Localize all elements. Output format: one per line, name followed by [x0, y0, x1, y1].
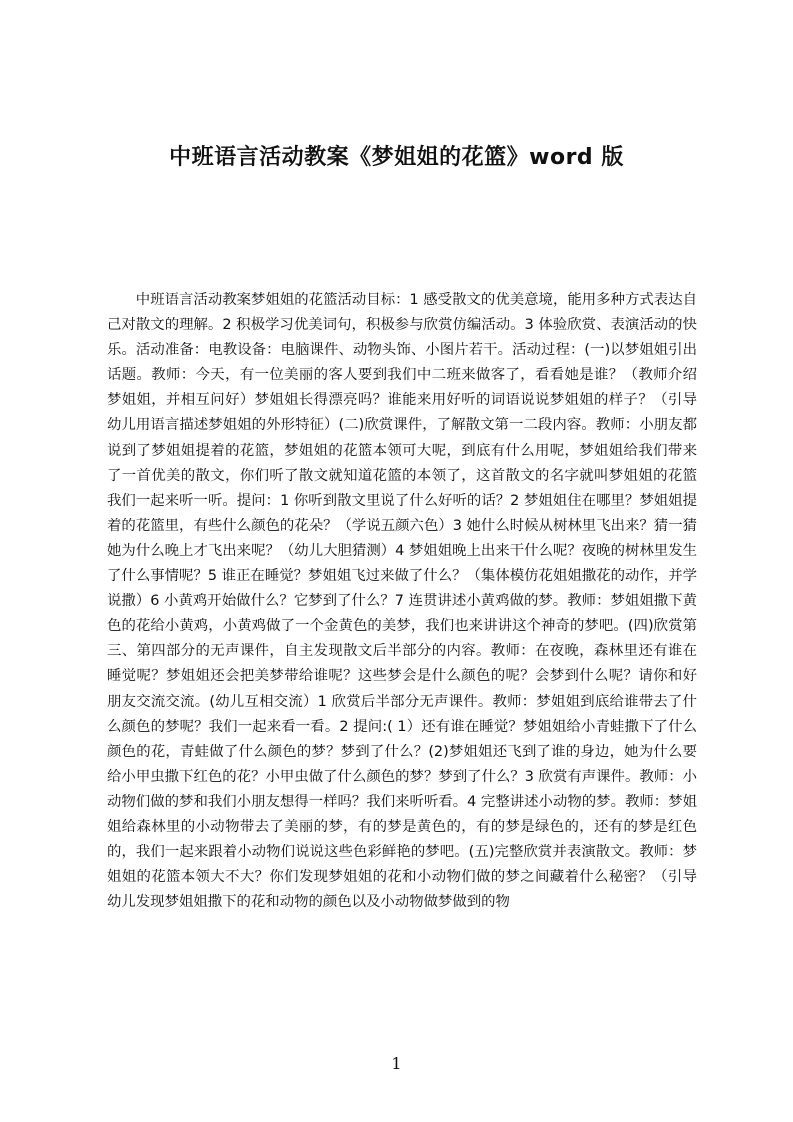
page-number: 1	[391, 1054, 402, 1073]
body-paragraph: 中班语言活动教案梦姐姐的花篮活动目标：1 感受散文的优美意境，能用多种方式表达自己对散文的理解。2 积极学习优美词句，积极参与欣赏仿编活动。3 体验欣赏、表演活动的快乐。活动准备：电教设备：电脑课件、动物头饰、小图片若干。活动过程：(一)以梦姐姐引出话题。教师：今天，有一位美丽的客人要到我们中二班来做客了，看看她是谁？（教师介绍梦姐姐，并相互问好）梦姐姐长得漂亮吗？谁能来用好听的词语说说梦姐姐的样子？（引导幼儿用语言描述梦姐姐的外形特征）(二)欣赏课件，了解散文第一二段内容。教师：小朋友都说到了梦姐姐提着的花篮，梦姐姐的花篮本领可大呢，到底有什么用呢，梦姐姐给我们带来了一首优美的散文，你们听了散文就知道花篮的本领了，这首散文的名字就叫梦姐姐的花篮我们一起来听一听。提问：1 你听到散文里说了什么好听的话？2 梦姐姐住在哪里？梦姐姐提着的花篮里，有些什么颜色的花朵？（学说五颜六色）3 她什么时候从树林里飞出来？猜一猜她为什么晚上才飞出来呢？（幼儿大胆猜测）4 梦姐姐晚上出来干什么呢？夜晚的树林里发生了什么事情呢？5 谁正在睡觉？梦姐姐飞过来做了什么？（集体模仿花姐姐撒花的动作，并学说撒）6 小黄鸡开始做什么？它梦到了什么？7 连贯讲述小黄鸡做的梦。教师：梦姐姐撒下黄色的花给小黄鸡，小黄鸡做了一个金黄色的美梦，我们也来讲讲这个神奇的梦吧。(四)欣赏第三、第四部分的无声课件，自主发现散文后半部分的内容。教师：在夜晚，森林里还有谁在睡觉呢？梦姐姐还会把美梦带给谁呢？这些梦会是什么颜色的呢？会梦到什么呢？请你和好朋友交流交流。(幼儿互相交流）1 欣赏后半部分无声课件。教师：梦姐姐到底给谁带去了什么颜色的梦呢？我们一起来看一看。2 提问:( 1）还有谁在睡觉？梦姐姐给小青蛙撒下了什么颜色的花，青蛙做了什么颜色的梦？梦到了什么？(2)梦姐姐还飞到了谁的身边，她为什么要给小甲虫撒下红色的花？小甲虫做了什么颜色的梦？梦到了什么？3 欣赏有声课件。教师：小动物们做的梦和我们小朋友想得一样吗？我们来听听看。4 完整讲述小动物的梦。教师：梦姐姐给森林里的小动物带去了美丽的梦，有的梦是黄色的，有的梦是绿色的，还有的梦是红色的，我们一起来跟着小动物们说说这些色彩鲜艳的梦吧。(五)完整欣赏并表演散文。教师：梦姐姐的花篮本领大不大？你们发现梦姐姐的花和小动物们做的梦之间藏着什么秘密？（引导幼儿发现梦姐姐撒下的花和动物的颜色以及小动物做梦做到的物	[107, 292, 697, 911]
document-title: 中班语言活动教案《梦姐姐的花篮》word 版	[169, 145, 624, 170]
